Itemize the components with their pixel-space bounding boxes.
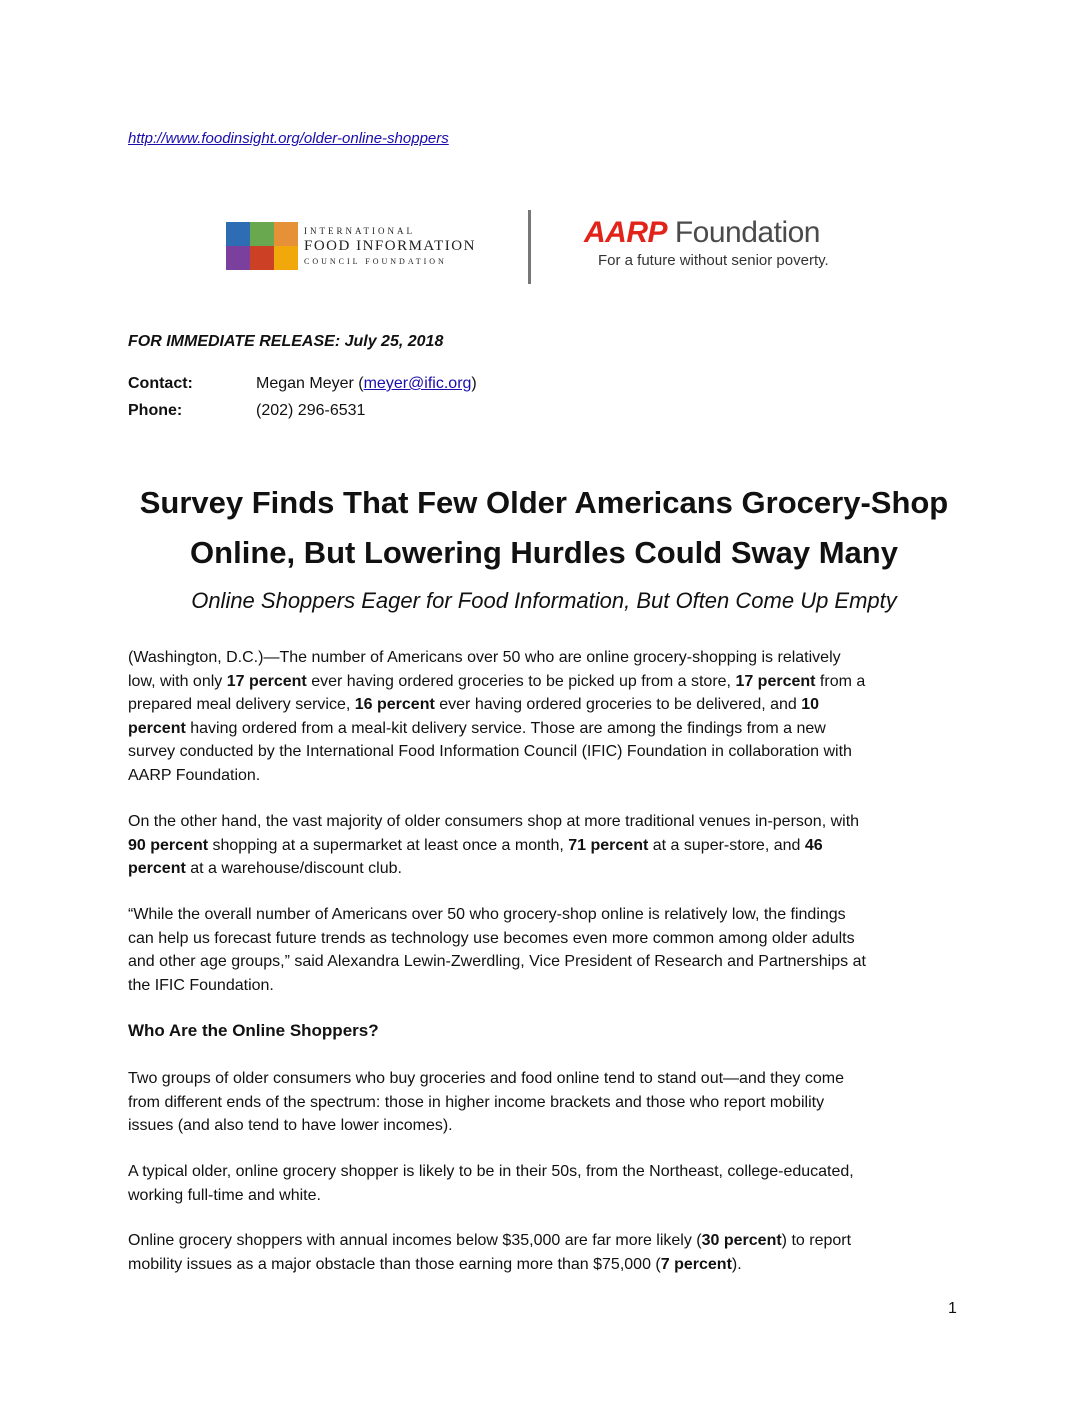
subheadline: Online Shoppers Eager for Food Information, But Often Come Up Empty (191, 588, 897, 613)
paragraph-quote (128, 903, 962, 997)
aarp-brand-red: AARP (584, 216, 668, 249)
text-line: prepared meal delivery service, 16 percent ever having ordered groceries to be delivered, and 10 (128, 696, 820, 713)
text-line: AARP Foundation. (128, 766, 261, 784)
contact-label: Contact: (128, 375, 193, 392)
text-line: percent at a warehouse/discount club. (128, 860, 402, 877)
paragraph-typical-shopper (128, 1160, 962, 1207)
headline-line1: Survey Finds That Few Older Americans Grocery-Shop (139, 485, 949, 520)
paragraph-groups (128, 1067, 962, 1138)
phone-value: (202) 296-6531 (256, 402, 366, 419)
paragraph-traditional (128, 810, 962, 881)
text-line: working full-time and white. (128, 1186, 321, 1204)
globe-icon (226, 222, 250, 246)
text-line: the IFIC Foundation. (128, 976, 274, 994)
ific-logo-line3: COUNCIL FOUNDATION (304, 257, 447, 266)
logo-divider (528, 210, 531, 284)
cooking-icon (250, 246, 274, 270)
text-line: Online grocery shoppers with annual incomes below $35,000 are far more likely (30 percent) to report (128, 1232, 852, 1249)
text-line: from different ends of the spectrum: those in higher income brackets and those who report mobility (128, 1093, 825, 1111)
paragraph-income (128, 1229, 962, 1276)
contact-close: ) (471, 375, 477, 392)
text-line: survey conducted by the International Food Information Council (IFIC) Foundation in collaboration with (128, 743, 852, 760)
text-line: “While the overall number of Americans over 50 who grocery-shop online is relatively low, the findings (128, 906, 846, 923)
paragraph-intro (128, 646, 962, 787)
headline-line2: Online, But Lowering Hurdles Could Sway Many (190, 535, 898, 570)
phone-row (128, 402, 365, 420)
text-line: mobility issues as a major obstacle than those earning more than $75,000 (7 percent). (128, 1255, 742, 1273)
farm-icon (250, 222, 274, 246)
contact-row (128, 375, 477, 393)
text-line: A typical older, online grocery shopper is likely to be in their 50s, from the Northeast, college-educated, (128, 1163, 854, 1180)
text-line: and other age groups,” said Alexandra Lewin-Zwerdling, Vice President of Research and Partnerships at (128, 953, 866, 970)
text-line: percent having ordered from a meal-kit delivery service. Those are among the findings from a new (128, 719, 826, 737)
headline (80, 478, 1008, 578)
text-line: low, with only 17 percent ever having ordered groceries to be picked up from a store, 17 percent from a (128, 672, 866, 690)
release-date: FOR IMMEDIATE RELEASE: July 25, 2018 (128, 333, 444, 350)
text-line: issues (and also tend to have lower incomes). (128, 1117, 453, 1134)
ific-logo-tiles (226, 222, 298, 270)
phone-label: Phone: (128, 402, 183, 419)
cart-icon (226, 246, 250, 270)
text-line: On the other hand, the vast majority of older consumers shop at more traditional venues in-person, with (128, 813, 860, 830)
aarp-brand-foundation: Foundation (674, 216, 820, 249)
text-line: (Washington, D.C.)—The number of Americans over 50 who are online grocery-shopping is relatively (128, 649, 841, 666)
ific-logo-text (304, 226, 476, 266)
ific-logo-line2: FOOD INFORMATION (304, 238, 476, 254)
text-line: 90 percent shopping at a supermarket at least once a month, 71 percent at a super-store, and 46 (128, 836, 823, 854)
text-line: Two groups of older consumers who buy groceries and food online tend to stand out—and they come (128, 1070, 844, 1087)
text-line: can help us forecast future trends as technology use becomes even more common among older adults (128, 929, 855, 947)
ific-logo-line1: INTERNATIONAL (304, 226, 415, 236)
utensils-icon (274, 246, 298, 270)
page-number: 1 (948, 1300, 957, 1317)
source-url-link[interactable]: http://www.foodinsight.org/older-online-shoppers (128, 130, 449, 147)
aarp-tagline: For a future without senior poverty. (598, 252, 829, 269)
contact-email-link[interactable]: meyer@ific.org (363, 375, 472, 392)
logo-bar (226, 208, 866, 286)
grain-icon (274, 222, 298, 246)
aarp-foundation-logo (584, 216, 829, 269)
contact-name: Megan Meyer ( (256, 375, 364, 392)
section-heading: Who Are the Online Shoppers? (128, 1021, 379, 1040)
